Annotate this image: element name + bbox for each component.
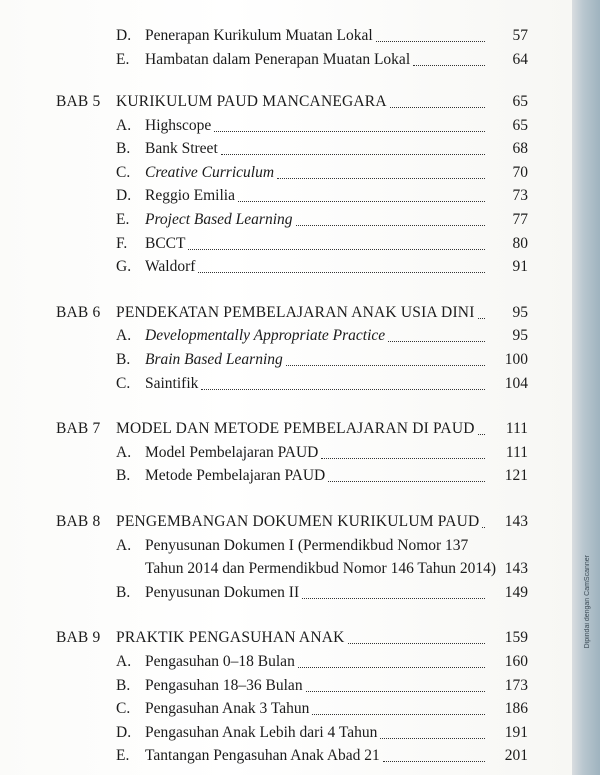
chapter-title: PENGEMBANGAN DOKUMEN KURIKULUM PAUD [116, 513, 480, 530]
chapter-title: MODEL DAN METODE PEMBELAJARAN DI PAUD [116, 420, 475, 438]
toc-chapter [0, 302, 600, 324]
toc-chapter [0, 418, 600, 440]
toc-item [0, 442, 600, 464]
item-title-line [145, 582, 488, 604]
item-letter: C. [116, 163, 131, 181]
chapter-title: KURIKULUM PAUD MANCANEGARA [116, 93, 387, 110]
leader-dots [221, 154, 485, 155]
item-title: Pengasuhan 0–18 Bulan [145, 653, 295, 670]
chapter-number: BAB 8 [56, 513, 101, 530]
item-letter: E. [116, 747, 130, 765]
leader-dots [388, 341, 485, 342]
leader-dots [214, 131, 485, 132]
item-letter: A. [116, 116, 132, 134]
page-number: 201 [504, 747, 528, 765]
chapter-number: BAB 7 [56, 420, 101, 438]
item-title: Tahun 2014 dan Permendikbud Nomor 146 Tahun 2014) [145, 560, 496, 578]
page-number: 143 [504, 560, 528, 578]
toc-item [0, 698, 600, 720]
item-letter: B. [116, 583, 131, 601]
page-number: 173 [504, 676, 528, 694]
chapter-title: PENDEKATAN PEMBELAJARAN ANAK USIA DINI [116, 303, 475, 321]
item-title: Penyusunan Dokumen II [145, 583, 300, 601]
toc-item [0, 325, 600, 347]
item-letter: B. [116, 467, 131, 485]
item-letter: A. [116, 536, 132, 554]
page-number: 111 [505, 420, 528, 438]
chapter-title-line [116, 627, 488, 649]
page-number: 159 [504, 629, 528, 647]
toc-item [0, 25, 600, 47]
page-number: 186 [504, 700, 528, 718]
toc-item [0, 373, 600, 395]
leader-dots [286, 365, 485, 366]
leader-dots [478, 318, 485, 319]
toc-item [0, 115, 600, 137]
toc-item [0, 349, 600, 371]
chapter-title-line [116, 91, 488, 113]
item-title: Project Based Learning [145, 211, 293, 228]
toc-item [0, 256, 600, 278]
toc-item [0, 722, 600, 744]
item-title-line [145, 256, 488, 278]
item-letter: D. [116, 27, 132, 44]
item-title: Pengasuhan Anak Lebih dari 4 Tahun [145, 723, 378, 741]
item-title-line [145, 162, 488, 184]
item-letter: B. [116, 140, 131, 158]
leader-dots [201, 389, 485, 390]
toc-item [0, 675, 600, 697]
item-title-line [145, 535, 488, 557]
item-title-line [145, 442, 488, 464]
page-number: 95 [512, 303, 528, 321]
toc-item [0, 233, 600, 255]
item-title: Bank Street [145, 140, 218, 158]
toc-item-continued [0, 558, 600, 580]
item-title-line [145, 722, 488, 744]
item-title-line [145, 651, 488, 673]
page-number: 65 [512, 116, 528, 134]
item-title-line [145, 349, 488, 371]
leader-dots [348, 643, 485, 644]
toc-item [0, 745, 600, 767]
leader-dots [482, 527, 485, 528]
item-letter: C. [116, 700, 131, 718]
scanner-watermark: Dipindai dengan CamScanner [584, 555, 591, 649]
toc-item [0, 465, 600, 487]
item-letter: C. [116, 374, 131, 392]
chapter-title: PRAKTIK PENGASUHAN ANAK [116, 629, 345, 647]
item-title-line [145, 25, 488, 47]
toc-item [0, 49, 600, 71]
page-number: 77 [512, 211, 528, 228]
item-title: Developmentally Appropriate Practice [145, 327, 386, 345]
item-title-line [145, 185, 488, 207]
chapter-title-line [116, 418, 488, 440]
item-title-line [145, 745, 488, 767]
page-number: 95 [512, 327, 528, 345]
chapter-number: BAB 5 [56, 93, 101, 110]
page-number: 111 [505, 443, 528, 461]
item-title: Brain Based Learning [145, 351, 283, 368]
item-title: BCCT [145, 234, 186, 252]
item-title-line [145, 373, 488, 395]
item-title: Hambatan dalam Penerapan Muatan Lokal [145, 50, 411, 68]
page-number: 100 [504, 351, 528, 368]
toc-item [0, 185, 600, 207]
item-title-line [145, 115, 488, 137]
chapter-number: BAB 9 [56, 629, 101, 647]
item-title: Penyusunan Dokumen I (Permendikbud Nomor 137 [145, 536, 469, 554]
leader-dots [376, 41, 485, 42]
item-title-line [145, 698, 488, 720]
toc-chapter [0, 511, 600, 533]
page-number: 143 [504, 513, 528, 530]
leader-dots [312, 714, 485, 715]
item-title: Waldorf [145, 258, 196, 276]
chapter-title-line [116, 302, 488, 324]
page-number: 65 [512, 93, 528, 110]
page-number: 121 [504, 467, 528, 485]
item-title: Creative Curriculum [145, 163, 275, 181]
item-letter: B. [116, 676, 131, 694]
leader-dots [321, 458, 485, 459]
toc-item [0, 209, 600, 231]
leader-dots [383, 761, 485, 762]
page-number: 91 [512, 258, 528, 276]
item-letter: G. [116, 258, 132, 276]
item-title: Penerapan Kurikulum Muatan Lokal [145, 27, 373, 44]
item-title-line [145, 209, 488, 231]
toc-item [0, 651, 600, 673]
item-title-line [145, 558, 496, 580]
page-number: 57 [512, 27, 528, 44]
item-title: Pengasuhan Anak 3 Tahun [145, 700, 310, 718]
leader-dots [298, 667, 485, 668]
leader-dots [413, 65, 485, 66]
item-letter: D. [116, 187, 132, 205]
item-title: Saintifik [145, 374, 199, 392]
item-letter: A. [116, 653, 132, 670]
leader-dots [198, 272, 485, 273]
toc-item [0, 582, 600, 604]
item-title: Metode Pembelajaran PAUD [145, 467, 326, 485]
page-number: 104 [504, 374, 528, 392]
toc-item [0, 535, 600, 557]
toc-chapter [0, 91, 600, 113]
leader-dots [478, 434, 485, 435]
item-title: Highscope [145, 116, 212, 134]
item-title: Model Pembelajaran PAUD [145, 443, 319, 461]
leader-dots [188, 249, 485, 250]
item-letter: E. [116, 211, 130, 228]
leader-dots [380, 738, 485, 739]
item-letter: A. [116, 443, 132, 461]
page-number: 68 [512, 140, 528, 158]
item-title: Pengasuhan 18–36 Bulan [145, 676, 303, 694]
page-number: 80 [512, 234, 528, 252]
toc-chapter [0, 627, 600, 649]
page-number: 73 [512, 187, 528, 205]
item-title: Reggio Emilia [145, 187, 235, 205]
page-number: 64 [512, 50, 528, 68]
leader-dots [328, 481, 485, 482]
item-title-line [145, 465, 488, 487]
chapter-number: BAB 6 [56, 303, 101, 321]
item-title-line [145, 49, 488, 71]
leader-dots [306, 691, 485, 692]
page-number: 191 [504, 723, 528, 741]
item-title: Tantangan Pengasuhan Anak Abad 21 [145, 747, 380, 765]
item-title-line [145, 675, 488, 697]
leader-dots [296, 225, 485, 226]
item-letter: E. [116, 50, 130, 68]
page-number: 149 [504, 583, 528, 601]
leader-dots [277, 178, 485, 179]
leader-dots [302, 598, 485, 599]
leader-dots [390, 107, 485, 108]
item-title-line [145, 325, 488, 347]
toc-item [0, 162, 600, 184]
item-letter: B. [116, 351, 131, 368]
page-number: 160 [504, 653, 528, 670]
item-letter: A. [116, 327, 132, 345]
item-title-line [145, 138, 488, 160]
item-letter: F. [116, 234, 128, 252]
page-number: 70 [512, 163, 528, 181]
toc-item [0, 138, 600, 160]
chapter-title-line [116, 511, 488, 533]
item-title-line [145, 233, 488, 255]
leader-dots [238, 201, 485, 202]
item-letter: D. [116, 723, 132, 741]
